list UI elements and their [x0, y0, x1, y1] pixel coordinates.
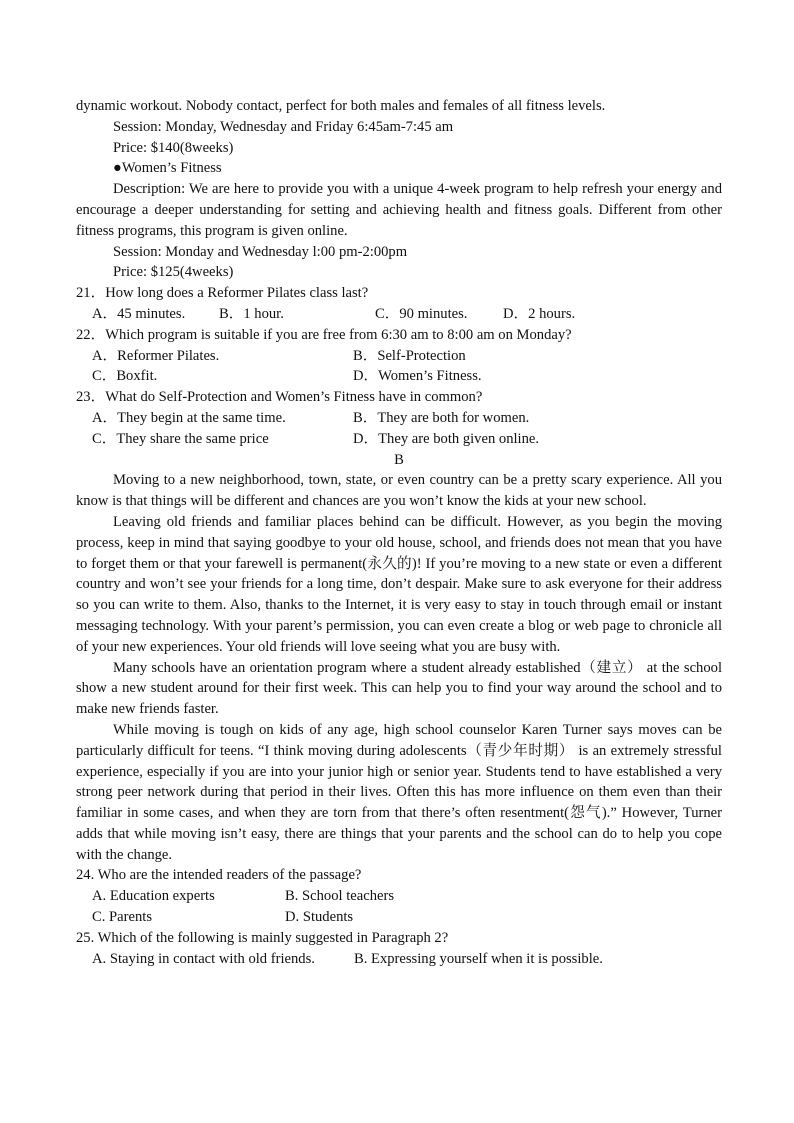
question-25: 25. Which of the following is mainly suggested in Paragraph 2? — [76, 929, 449, 946]
session-schedule: Session: Monday, Wednesday and Friday 6:45am-7:45 am — [113, 118, 454, 135]
options-22-row2 — [76, 366, 722, 387]
passage-b-paragraph-3: Many schools have an orientation program where a student already established（建立） at the school show a new student around for their first week. This can help you to find your way around the school and to make new friends faster. — [76, 659, 722, 718]
option-b[interactable]: B. Expressing yourself when it is possible. — [354, 950, 603, 967]
option-d[interactable]: D．They are both given online. — [353, 430, 540, 447]
options-24-row1 — [76, 886, 722, 907]
option-a[interactable]: A. Education experts — [92, 888, 215, 905]
question-21: 21．How long does a Reformer Pilates class last? — [76, 285, 369, 302]
option-c[interactable]: C．90 minutes. — [375, 305, 468, 322]
option-a[interactable]: A．Reformer Pilates. — [92, 347, 220, 364]
question-23: 23．What do Self-Protection and Women’s Fitness have in common? — [76, 389, 483, 406]
option-a[interactable]: A．45 minutes. — [92, 305, 186, 322]
options-25 — [76, 949, 722, 970]
options-23-row2 — [76, 429, 722, 450]
option-c[interactable]: C．Boxfit. — [92, 368, 158, 385]
option-a[interactable]: A. Staying in contact with old friends. — [92, 950, 315, 967]
option-b[interactable]: B．1 hour. — [219, 305, 284, 322]
program-title: ●Women’s Fitness — [113, 160, 222, 177]
program-price: Price: $125(4weeks) — [113, 264, 234, 281]
options-23-row1 — [76, 408, 722, 429]
passage-b-paragraph-1: Moving to a new neighborhood, town, state, or even country can be a pretty scary experience. All you know is that things will be different and chances are you won’t know the kids at your new school. — [76, 472, 722, 510]
option-d[interactable]: D．2 hours. — [503, 305, 576, 322]
option-b[interactable]: B. School teachers — [285, 888, 395, 905]
option-d[interactable]: D．Women’s Fitness. — [353, 368, 482, 385]
options-22-row1 — [76, 346, 722, 367]
option-d[interactable]: D. Students — [285, 909, 354, 926]
session-schedule: Session: Monday and Wednesday l:00 pm-2:00pm — [113, 243, 408, 260]
option-b[interactable]: B．Self-Protection — [353, 347, 466, 364]
passage-a-continuation: dynamic workout. Nobody contact, perfect for both males and females of all fitness levels. — [76, 98, 606, 114]
passage-b-paragraph-4: While moving is tough on kids of any age, high school counselor Karen Turner says moves can be particularly difficult for teens. “I think moving during adolescents（青少年时期） is an extremely stressful experience, especially if you are into your junior high or senior year. Students tend to have established a very strong peer network during that period in their lives. Often this has more influence on them even than their familiar in some cases, and when they are torn from that there’s often resentment(怨气).” However, Turner adds that while moving isn’t easy, there are things that your parents and the school can do to help you cope with the change. — [76, 721, 722, 863]
option-a[interactable]: A．They begin at the same time. — [92, 409, 286, 426]
options-24-row2 — [76, 907, 722, 928]
options-21 — [76, 304, 722, 325]
option-c[interactable]: C. Parents — [92, 909, 152, 926]
program-description: Description: We are here to provide you with a unique 4-week program to help refresh your energy and encourage a deeper understanding for setting and achieving health and fitness goals. Different from other fitness programs, this program is given online. — [76, 181, 722, 239]
question-22: 22．Which program is suitable if you are free from 6:30 am to 8:00 am on Monday? — [76, 326, 572, 343]
program-price: Price: $140(8weeks) — [113, 139, 234, 156]
option-c[interactable]: C．They share the same price — [92, 430, 269, 447]
option-b[interactable]: B．They are both for women. — [353, 409, 530, 426]
passage-b-paragraph-2: Leaving old friends and familiar places behind can be difficult. However, as you begin the moving process, keep in mind that saying goodbye to your old house, school, and friends does not mean that you have to forget them or that your farewell is permanent(永久的)! If you’re moving to a new state or even a different country and won’t see your friends for a long time, don’t despair. Make sure to ask everyone for their address so you can write to them. Also, thanks to the Internet, it is very easy to stay in touch through email or instant messaging technology. With your parent’s permission, you can even create a blog or web page to chronicle all of your new experiences. Your old friends will love seeing what you are busy with. — [76, 513, 722, 655]
question-24: 24. Who are the intended readers of the passage? — [76, 867, 362, 884]
section-b-heading: B — [394, 451, 404, 468]
exam-page — [76, 96, 722, 969]
